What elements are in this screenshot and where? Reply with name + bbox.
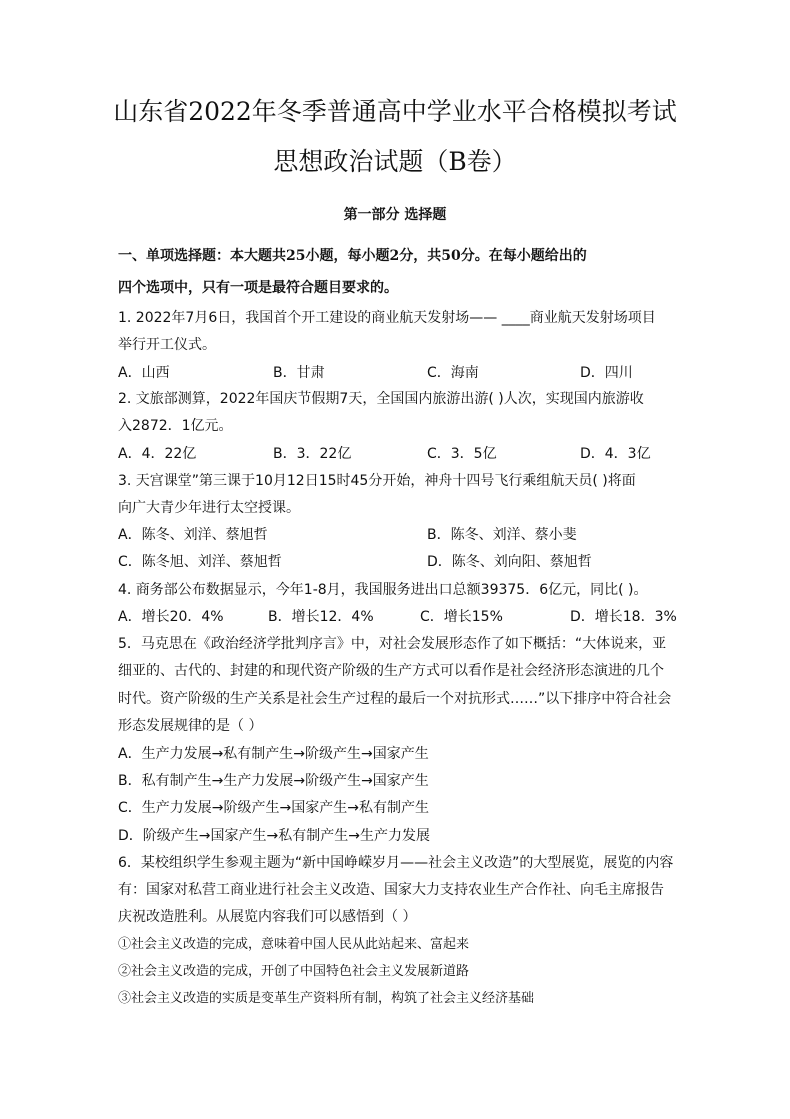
question-1-option-c: C．海南 [427, 365, 479, 381]
question-3-option-b: B．陈冬、刘洋、蔡小斐 [427, 527, 577, 543]
question-2-line-1: 2. 文旅部测算，2022年国庆节假期7天，全国国内旅游出游( )人次，实现国内旅游收 [118, 391, 644, 407]
question-3-line-2: 向广大青少年进行太空授课。 [118, 500, 300, 516]
question-5-line-1: 5．马克思在《政治经济学批判序言》中，对社会发展形态作了如下概括：“大体说来，亚 [118, 636, 667, 652]
instructions-line-2: 四个选项中，只有一项是最符合题目要求的。 [118, 280, 398, 296]
question-2-line-2: 入2872．1亿元。 [118, 418, 233, 434]
question-1-option-b: B．甘肃 [273, 365, 325, 381]
question-5-option-c: C．生产力发展→阶级产生→国家产生→私有制产生 [118, 800, 429, 816]
question-4-line-1: 4. 商务部公布数据显示，今年1-8月，我国服务进出口总额39375．6亿元，同比( )。 [118, 582, 648, 598]
question-2-option-a: A．4．22亿 [118, 446, 197, 462]
question-6-statement-2: ②社会主义改造的完成，开创了中国特色社会主义发展新道路 [118, 964, 470, 979]
question-2-option-b: B．3．22亿 [273, 446, 352, 462]
question-6-line-3: 庆祝改造胜利。从展览内容我们可以感悟到（ ） [118, 909, 417, 925]
question-5-option-a: A．生产力发展→私有制产生→阶级产生→国家产生 [118, 746, 429, 762]
question-4-option-a: A．增长20．4% [118, 609, 224, 625]
question-3-option-d: D．陈冬、刘向阳、蔡旭哲 [427, 554, 592, 570]
instructions-line-1: 一、单项选择题：本大题共25小题，每小题2分，共50分。在每小题给出的 [118, 248, 587, 264]
question-5-line-2: 细亚的、古代的、封建的和现代资产阶级的生产方式可以看作是社会经济形态演进的几个 [118, 663, 664, 679]
question-1-option-a: A．山西 [118, 365, 170, 381]
exam-subtitle: 思想政治试题（B卷） [273, 147, 517, 176]
exam-title: 山东省2022年冬季普通高中学业水平合格模拟考试 [113, 97, 677, 126]
question-5-option-b: B．私有制产生→生产力发展→阶级产生→国家产生 [118, 773, 429, 789]
question-2-option-d: D．4．3亿 [580, 446, 651, 462]
question-5-line-4: 形态发展规律的是（ ） [118, 718, 263, 734]
question-2-option-c: C．3．5亿 [427, 446, 497, 462]
question-1-line-1: 1. 2022年7月6日，我国首个开工建设的商业航天发射场—— ____商业航天发射场项目 [118, 310, 656, 326]
question-1-option-d: D．四川 [580, 365, 633, 381]
question-4-option-c: C．增长15% [420, 609, 503, 625]
question-4-option-b: B．增长12．4% [268, 609, 374, 625]
question-6-line-1: 6．某校组织学生参观主题为“新中国峥嵘岁月——社会主义改造”的大型展览，展览的内容 [118, 855, 674, 871]
question-4-option-d: D．增长18．3% [570, 609, 677, 625]
question-6-line-2: 有：国家对私营工商业进行社会主义改造、国家大力支持农业生产合作社、向毛主席报告 [118, 882, 664, 898]
question-1-line-2: 举行开工仪式。 [118, 337, 216, 353]
question-6-statement-1: ①社会主义改造的完成，意味着中国人民从此站起来、富起来 [118, 937, 470, 952]
question-5-line-3: 时代。资产阶级的生产关系是社会生产过程的最后一个对抗形式……”以下排序中符合社会 [118, 691, 672, 707]
question-5-option-d: D．阶级产生→国家产生→私有制产生→生产力发展 [118, 828, 430, 844]
section-title: 第一部分 选择题 [343, 207, 447, 223]
question-3-option-a: A．陈冬、刘洋、蔡旭哲 [118, 527, 268, 543]
question-3-option-c: C．陈冬旭、刘洋、蔡旭哲 [118, 554, 282, 570]
question-3-line-1: 3. 天宫课堂”第三课于10月12日15时45分开始，神舟十四号飞行乘组航天员( )将面 [118, 473, 636, 489]
question-6-statement-3: ③社会主义改造的实质是变革生产资料所有制，构筑了社会主义经济基础 [118, 991, 535, 1006]
